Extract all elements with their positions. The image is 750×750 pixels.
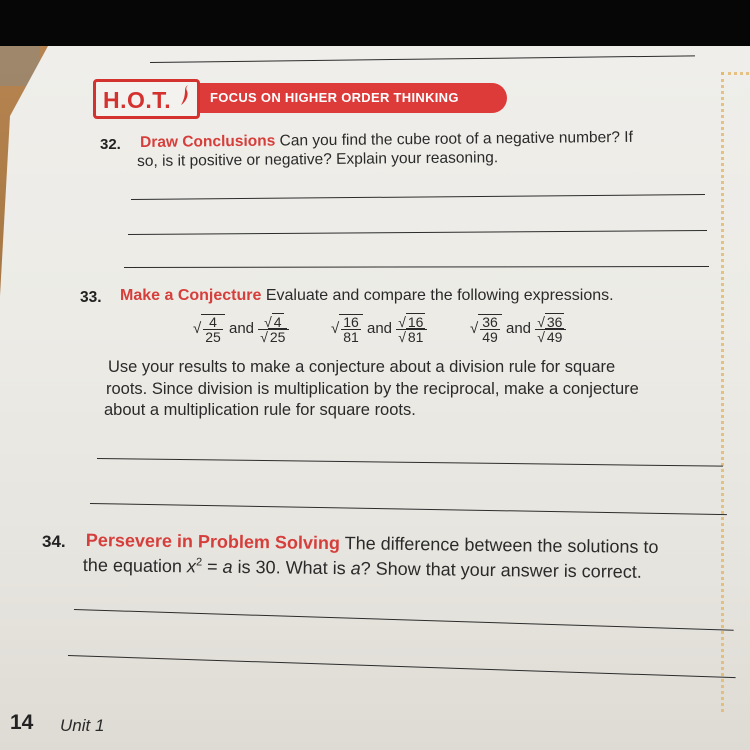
question-33-title: Make a Conjecture (120, 287, 262, 304)
sqrt-fraction: √ $\frac{36}{49}$ (470, 314, 502, 344)
hot-logo-text: H.O.T. (103, 87, 172, 113)
expression-3 (470, 314, 566, 344)
question-34-number: 34. (42, 532, 66, 551)
question-34-title: Persevere in Problem Solving (85, 530, 341, 554)
sqrt-fraction: √ $\frac{16}{81}$ (331, 314, 363, 344)
question-33-line-3: about a multiplication rule for square roots. (104, 401, 416, 419)
question-33-number: 33. (80, 289, 102, 306)
question-32-title: Draw Conclusions (140, 132, 276, 151)
page-number: 14 (10, 711, 34, 734)
fraction-of-roots: $\frac{√ 16}{√ 81}$ (396, 315, 427, 344)
question-32-text-1: Can you find the cube root of a negative number? If (279, 128, 633, 150)
fraction-of-roots: $\frac{√ 4}{√ 25}$ (258, 315, 289, 344)
and-word: and (366, 319, 393, 337)
pepper-icon (179, 84, 191, 106)
question-33-line-intro (120, 287, 614, 305)
expression-2 (331, 314, 427, 344)
margin-border (721, 72, 733, 712)
and-word: and (505, 319, 532, 337)
question-33-line-1: Use your results to make a conjecture about a division rule for square (108, 358, 616, 376)
top-black-bar (0, 0, 750, 46)
question-33-line-2: roots. Since division is multiplication by the reciprocal, make a conjecture (106, 380, 639, 398)
question-34-line-2: the equation $x^2 = a$ is 30. What is a? Show that your answer is correct. (82, 555, 642, 582)
and-word: and (228, 319, 255, 337)
unit-label: Unit 1 (60, 716, 105, 735)
question-33-intro: Evaluate and compare the following expressions. (265, 287, 614, 304)
banner-label: FOCUS ON HIGHER ORDER THINKING (210, 90, 459, 105)
question-34-text-1: The difference between the solutions to (344, 533, 659, 557)
question-32-number: 32. (100, 136, 121, 153)
sqrt-fraction: √ $\frac{4}{25}$ (193, 314, 225, 344)
expression-1 (193, 314, 289, 344)
question-32-line-2: so, is it positive or negative? Explain your reasoning. (137, 149, 499, 170)
margin-border-top (721, 72, 750, 81)
fraction-of-roots: $\frac{√ 36}{√ 49}$ (535, 315, 566, 344)
